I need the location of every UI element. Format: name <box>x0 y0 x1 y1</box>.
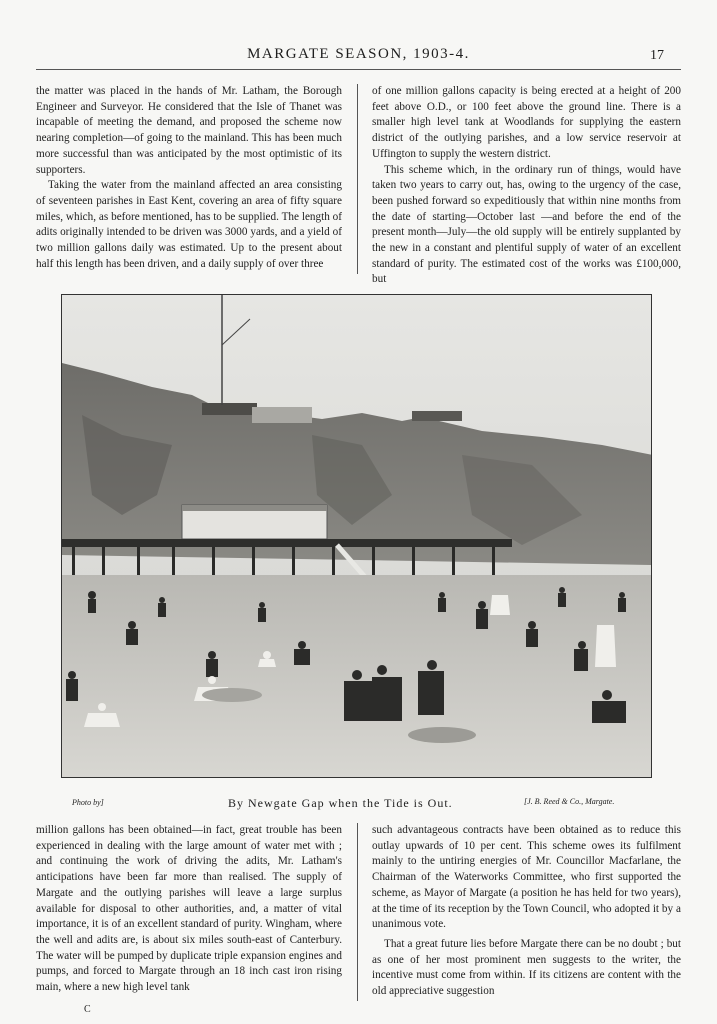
page-number: 17 <box>650 48 664 63</box>
column-divider <box>357 84 358 274</box>
beach-photograph <box>61 294 652 778</box>
top-left-column <box>36 84 342 272</box>
paragraph: of one million gallons capacity is being erected at a height of 200 feet above O.D., or 100 feet above the ground line. There is a smaller high level tank at Woodlands for supplying the eastern district of the outlying parishes, and a low service reservoir at Uffington to supply the western district. <box>372 85 681 160</box>
bottom-right-column <box>372 823 681 1000</box>
paragraph: such advantageous contracts have been obtained as to reduce this outlay upwards of 10 per cent. This scheme owes its fulfilment mainly to the untiring energies of Mr. Councillor Macfarlane, the Chairman of the Waterworks Committee, who first supported the scheme, as Mayor of Margate (a position he has held for two years), at the time of its reception by the Town Council, who adopted it by a unanimous vote. <box>372 824 681 931</box>
beach-scene-illustration <box>62 295 652 778</box>
paragraph: This scheme which, in the ordinary run of things, would have taken two years to carry out, has, owing to the urgency of the case, been pushed forward so expeditiously that within nine months from the date of starting—October last —and before the end of the present month—July—the old supply will be entirely supplanted by the new in a constant and plentiful supply of water of an excellent standard of purity. The estimated cost of the works was £100,000, but <box>372 163 681 286</box>
running-header-title: MARGATE SEASON, 1903-4. <box>247 46 470 62</box>
paragraph: million gallons has been obtained—in fact, great trouble has been experienced in dealing with the large amount of water met with ; and continuing the work of driving the adits, Mr. Latham's anticipations have been far more than realised. The supply of Margate and the outlying parishes will leave a large surplus available for disposal to other authorities, and, a matter of vital importance, it is of an excellent standard of purity. Wingham, where the well and adits are, is about six miles south-east of Canterbury. The water will be pumped by duplicate triple expansion engines and pumps, and forced to Margate through an 18 inch cast iron rising main, where a new high level tank <box>36 824 342 994</box>
column-divider <box>357 823 358 1001</box>
paragraph: the matter was placed in the hands of Mr. Latham, the Borough Engineer and Surveyor. He considered that the Isle of Thanet was incapable of meeting the demand, and proposed the scheme now nearing completion—of going to the mainland. This has been much more successful than was anticipated by the most optimistic of its supporters. <box>36 85 342 176</box>
photo-caption: By Newgate Gap when the Tide is Out. <box>228 796 453 810</box>
signature-mark: C <box>84 1004 91 1015</box>
paragraph: That a great future lies before Margate there can be no doubt ; but as one of her most prominent men suggests to the writer, the incentive must come from within. If its citizens are content with the old appreciative suggestion <box>372 937 681 998</box>
bottom-left-column <box>36 823 342 996</box>
top-right-column <box>372 84 681 288</box>
photo-credit-right: [J. B. Reed & Co., Margate. <box>524 797 615 806</box>
header-rule <box>36 69 681 70</box>
paragraph: Taking the water from the mainland affected an area consisting of seventeen parishes in East Kent, covering an area of fifty square miles, which, as before mentioned, has to be supplied. The length of adits originally intended to be driven was 3000 yards, and a yield of two million gallons daily was estimated. Up to the present about half this length has been driven, and a daily supply of over three <box>36 179 342 270</box>
photo-credit-left: Photo by] <box>72 798 104 807</box>
